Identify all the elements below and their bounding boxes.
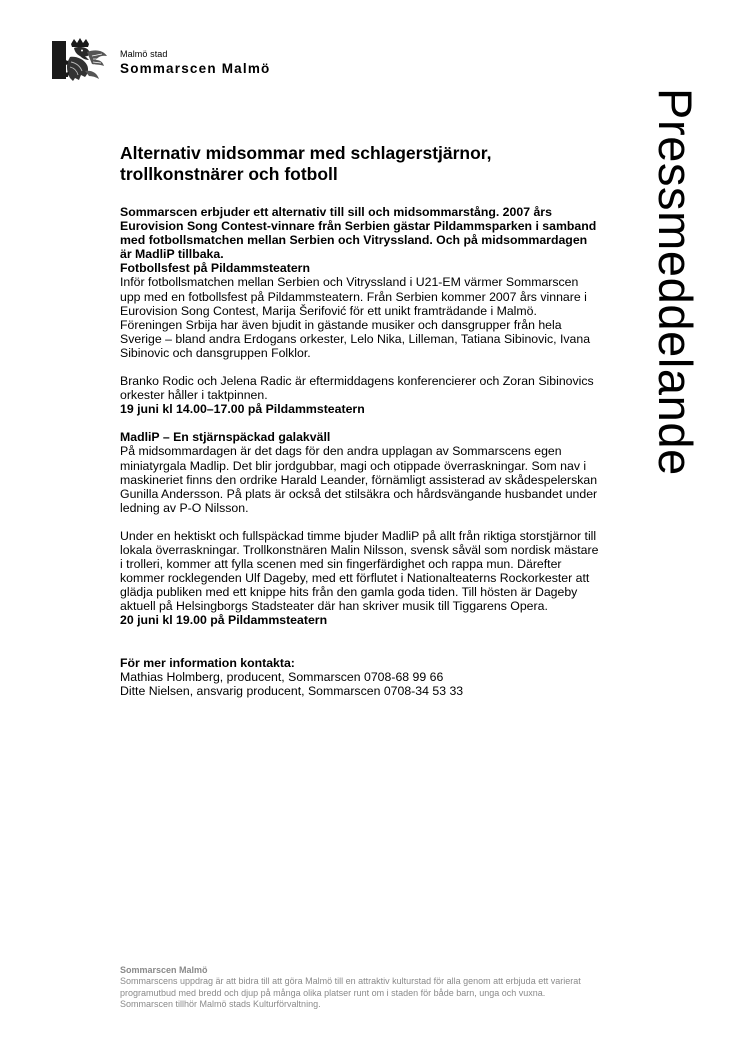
footer-title: Sommarscen Malmö — [120, 965, 208, 975]
press-release-label-text: Pressmeddelande — [649, 88, 702, 476]
section-madlip-paragraph-2: Under en hektiskt och fullspäckad timme bjuder MadliP på allt från riktiga storstjärnor till lokala överraskningar. Trollkonstnären Malin Nilsson, svensk såväl som nordisk mästare i trolleri, kommer att fylla scenen med sin fingerfärdighet och rappa mun. Därefter kommer rocklegenden Ulf Dageby, med ett förflutet i Nationalteaterns Rockorkester att glädja publiken med ett knippe hits från den gamla goda tiden. Till hösten är Dageby aktuell på Helsingborgs Stadsteater där han skriver musik till Tiggarens Opera. — [120, 528, 599, 614]
contact-block — [120, 656, 600, 698]
section-title-madlip: MadliP – En stjärnspäckad galakväll — [120, 430, 331, 445]
malmo-griffin-crest-icon — [52, 38, 108, 82]
org-name: Sommarscen Malmö — [120, 61, 271, 76]
section-madlip-paragraph-1: På midsommardagen är det dags för den andra upplagan av Sommarscens egen miniatyrgala Madlip. Det blir jordgubbar, magi och otippade överraskningar. Som nav i maskineriet finns den ordrike Harald Leander, förnämligt assisterad av skådespelerskan Gunilla Andersson. På plats är också det stilsäkra och hårdsvängande husbandet under ledning av P-O Nilsson. — [120, 444, 598, 515]
contact-line-1: Mathias Holmberg, producent, Sommarscen 0708-68 99 66 — [120, 669, 444, 684]
footer-text: Sommarscens uppdrag är att bidra till att göra Malmö till en attraktiv kulturstad för alla genom att erbjuda ett varierat programutbud med bredd och djup på många olika platser runt om i staden för både barn, unga och vuxna. Sommarscen tillhör Malmö stads Kulturförvaltning. — [120, 976, 581, 1009]
article — [120, 143, 600, 698]
lead-paragraph: Sommarscen erbjuder ett alternativ till sill och midsommarstång. 2007 års Eurovision Song Contest-vinnare från Serbien gästar Pildammsparken i samband med fotbollsmatchen mellan Serbien och Vitryssland. Och på midsommardagen är MadliP tillbaka. — [120, 205, 597, 262]
headline: Alternativ midsommar med schlagerstjärnor, trollkonstnärer och fotboll — [120, 143, 492, 184]
org-name-small: Malmö stad — [120, 49, 168, 59]
section-title-football: Fotbollsfest på Pildammsteatern — [120, 261, 310, 276]
section-football-paragraph-1: Inför fotbollsmatchen mellan Serbien och Vitryssland i U21-EM värmer Sommarscen upp med en fotbollsfest på Pildammsteatern. Från Serbien kommer 2007 års vinnare i Eurovision Song Contest, Marija Šerifović för ett unikt framträdande i Malmö. Föreningen Srbija har även bjudit in gästande musiker och dansgrupper från hela Sverige – bland andra Erdogans orkester, Lelo Nika, Lilleman, Tatiana Sibinovic, Ivana Sibinovic och dansgruppen Folklor. — [120, 275, 591, 360]
section-madlip-date: 20 juni kl 19.00 på Pildammsteatern — [120, 613, 328, 628]
section-football — [120, 261, 600, 416]
footer — [120, 965, 590, 1010]
press-release-label — [640, 88, 710, 528]
section-football-date: 19 juni kl 14.00–17.00 på Pildammsteatern — [120, 402, 365, 417]
section-football-paragraph-2: Branko Rodic och Jelena Radic är eftermiddagens konferencierer och Zoran Sibinovics orkester håller i taktpinnen. — [120, 374, 594, 403]
section-madlip — [120, 430, 600, 627]
contact-title: För mer information kontakta: — [120, 655, 295, 670]
contact-line-2: Ditte Nielsen, ansvarig producent, Sommarscen 0708-34 53 33 — [120, 683, 464, 698]
